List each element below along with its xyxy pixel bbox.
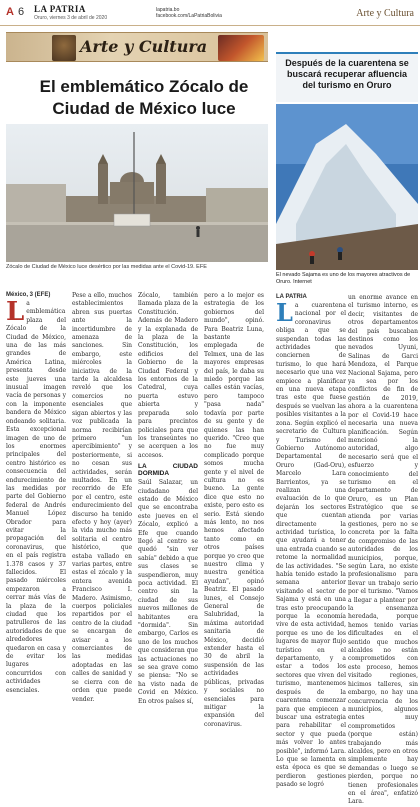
site-links <box>156 7 222 19</box>
sidebar-headline-box <box>276 52 418 102</box>
banner-title: Arte y Cultura <box>80 37 208 56</box>
article-column-1 <box>6 292 66 694</box>
article-headline: El emblemático Zócalo de Ciudad de México luce <box>39 77 249 118</box>
page-letter: A <box>6 6 14 18</box>
article-photo-caption <box>6 264 268 271</box>
article-col4-text: pero a lo mejor es estrategia de los gobiernos del mundo", opinó. Para Beatriz Luna, bastante emplegada de Telmex, una de las mayores empresas del país, le daba su miedo porque las calles están vacías, pero tampoco "pasa nada" todavía por parte de su gente y de quienes las han querido. "Creo que no fue muy complicado porque somos mucha gente y el nivel de cultura no es bueno. La gente dice que esto no existe, pero esto es serio. Está siendo más lento, no nos hemos afectado tanto como en otros países porque yo creo que nuestro clima y nuestra genética ayudan", opinó Beatriz. El pasado lunes, el Consejo General de Salubridad, la máxima autoridad sanitaria de México, decidió extender hasta el 30 de abril la suspensión de las actividades públicas, privadas y sociales no esenciales para mitigar la expansión del coronavirus. <box>204 292 264 728</box>
facebook-url[interactable]: facebook.com/LaPatriaBolivia <box>156 13 222 19</box>
photo-caption-text: Zócalo de Ciudad de México luce desértico por las medidas ante el Covid-19. <box>6 264 195 270</box>
section-banner <box>6 32 268 62</box>
section-tag: Arte y Cultura <box>356 8 414 19</box>
sidebar-headline: Después de la cuarentena se buscará recuperar afluencia del turismo en Oruro <box>285 58 409 90</box>
sajama-photo-graphic <box>276 104 418 270</box>
sidebar-column-1 <box>276 294 346 789</box>
article-byline: México, 3 (EFE) <box>6 292 51 298</box>
article-subhead: LA CIUDAD DORMIDA <box>138 463 198 478</box>
article-column-3 <box>138 292 198 705</box>
mona-lisa-art-icon <box>52 35 76 61</box>
article-dropcap: L <box>6 297 25 327</box>
zocalo-photo-graphic <box>6 124 268 262</box>
page-header <box>0 0 420 26</box>
sidebar-col2-text: un enorme avance en el turismo interno, es decir, visitantes de otros departamentos del país buscaban destinos como los nevados Uyuni, Salinas de Garci Mendoza, el Parque Nacional Sajama, pero ya sea por los conflictos de fin de gestión de 2019, ahora a la cuarentena por el Covid-19 hace necesaria una nueva planificación. Según mencionó la autoridad, algo necesario será que el esfuerzo y conocimiento del turismo en el departamento de Oruro, es un Plan Estratégico que se atienda por varias gestiones, pero no se concreta por la falta de compromiso de las autoridades de los municipios, porque, según Lara, no existe profesionalismo para llevar un trabajo serio por el turismo. "Vamos a llegar a plantear por la ensenanza heredada, porque hemos tenido varias dificultades en el sentido que muchos alcaldes no están comprometidos con este proceso, hemos visitado regiones, hicimos talleres, sin embargo, no hay una concurrencia de los municipios, algunos entes muy comprometidos (porque están) trabajando más alcaldes, pero en otros simplemente hay demandas o luego se pierden, porque no tienen profesionales en el área", enfatizó Lara. <box>348 294 418 806</box>
sidebar-dropcap: L <box>276 298 293 327</box>
zocalo-photo <box>6 124 268 262</box>
sidebar-article <box>272 26 420 806</box>
sidebar-col1-text: a cuarentena nacional por el coronavirus obliga a que se suspendan todas las actividades que conciernen de turismo, lo que hará necesario que una vez empiece a planificar en una nueva etapa tras este que fuese después se vuelvan las posibles visitantes a la zona. Según explicó el secretario de Cultura y Turismo del Gobierno Autónomo Departamental de Oruro (Gad-Oru), Marcelo Lara Barrientos, ya se realizan una evaluación de lo que dejarán los sectores que cuentan directamente la actividad turística, lo que ayudará a tener una entrada cuando se retome la normalidad de las actividades. "Se había tenido estado la semana anterior visitando el sector de Sajama y está en una tras esto preocupando porque la economía vive de esta actividad, porque es uno de los lugares de mayor flujo turístico en el departamento, y a estar a todos los sectores que viven del turismo, mantenemos después de la cuarentena comenzar para que empiecen a buscar una estrategia para rehabilitar el sector y que pueda más volver lo antes posible", informó Lara. Lo que se lamenta en esta época es que se perdieron gestiones pasado se logró <box>276 302 346 789</box>
site-url[interactable]: lapatria.bo <box>156 7 180 13</box>
article-col1-text: a emblemática plaza del Zócalo de la Ciudad de México, una de las más grandes de América Latina, presenta desde este jueves una inusual imagen vacía de personas y con la imponente bandera de México ondeando solitaria. Esta excepcional imagen de uno de los enormes principales del centro histórico es consecuencia del endurecimiento de las medidas por parte del Gobierno federal de Andrés Manuel López Obrador para evitar la propagación del coronavirus, que en el país registra 1.378 casos y 37 fallecidos. El pasado miércoles empezaron a cerrar más vías de la plaza de la ciudad que los patrulleros de las autoridades de que alrededores quedaron en casa y de evitar los lugares concurridos con actividades esenciales. <box>6 300 66 694</box>
sidebar-photo-credit: Internet <box>293 279 312 285</box>
sajama-photo <box>276 104 418 270</box>
newspaper-brand: LA PATRIA <box>34 4 86 14</box>
article-col3b-text: Saúl Salazar, un ciudadano del estado de México que se encontraba este jueves en el Zócalo, explicó a Efe que cuando llegó al centro se quedó "sin ver sabía" debido a que sus clases se suspendieron, muy poca actividad. El centro sin la ciudad de sus nuevos millones de habitantes era "dormida". Sin embargo, Carlos es uno de los muchos que consideran que las actuaciones no se sea grave como se piensa: "No se ha visto nada de Covid en México. En otros países sí, <box>138 479 198 705</box>
article-col3-text: Zócalo, también llamada plaza de la Constitución. Además de Madero y la explanada de la plaza de la Constitución, los edificios del Gobierno de la Ciudad Federal y los entornos de la Catedral, cuya puerta estuvo abierta y preparada solo para precintos policiales para que los transeúntes no se acerquen a los accesos. <box>138 292 198 459</box>
article-column-4 <box>204 292 264 728</box>
issue-date: Oruro, viernes 3 de abril de 2020 <box>34 15 108 21</box>
sidebar-column-2 <box>348 294 418 806</box>
article-col2-text: Pese a ello, muchos establecimientos abren sus puertas ante la incertidumbre de amenaza de sanciones. Sin embargo, este miércoles la iniciativa de la tarde la alcaldesa reveló que los comercios no esenciales que sigan abiertos y las voz publicada la norma recibirían primero "un apercibimiento" y posteriormente, si no cesan sus actividades, serán multados. En un recorrido de Efe por el centro, este endurecimiento del discurso ha tenido efecto y hoy (ayer) la vida mucho más solitaria el centro histórico, que estaba vallado en varias partes, entre estas el zócalo y la entera avenida Francisco I. Madero. Asimismo, cuerpos policiales repartidos por el centro de la ciudad se encargan de avisar a los comerciantes de las medidas adoptadas en las calles de sanidad y se cierra con de orden que puede vender. <box>72 292 132 703</box>
sidebar-caption-text: El nevado Sajama es uno de los mayores atractivos de Oruro. <box>276 272 411 285</box>
article-column-2 <box>72 292 132 703</box>
photo-credit: EFE <box>196 264 207 270</box>
painting-art-icon <box>218 35 264 61</box>
page-number: 6 <box>18 6 25 18</box>
sidebar-photo-caption <box>276 272 418 286</box>
sidebar-byline: LA PATRIA <box>276 294 307 300</box>
